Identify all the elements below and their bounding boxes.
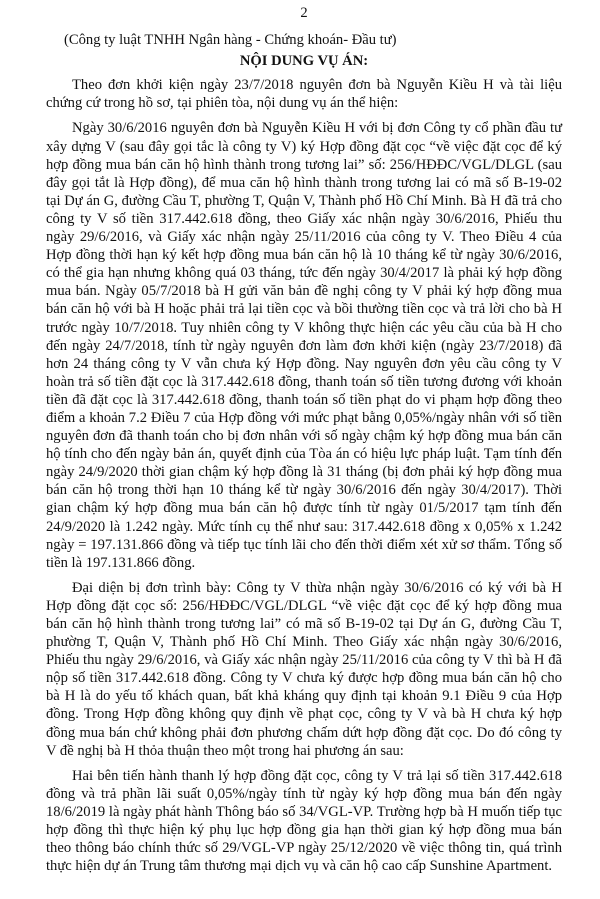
page-number: 2 xyxy=(300,5,308,21)
paragraph-defendant-statement: Đại diện bị đơn trình bày: Công ty V thừa nhận ngày 30/6/2016 có ký với bà H Hợp đồng đặt cọc số: 256/HĐĐC/VGL/DLGL “về việc đặt cọc để ký hợp đồng mua bán căn hộ hình thành trong tương lai” có mã số B-19-02 tại Dự án G, đường Cầu T, phường T, Quận V, Thành phố Hồ Chí Minh. Theo Giấy xác nhận ngày 30/6/2016, Phiếu thu ngày 29/6/2016, và Giấy xác nhận ngày 25/11/2016 của công ty V thì bà H đã nộp số tiền 317.442.618 đồng. Công ty V chưa ký được hợp đồng mua bán căn hộ cho bà H là do yếu tố khách quan, bất khả kháng quy định tại khoản 9.1 Điều 9 của Hợp đồng. Trong Hợp đồng không quy định về phạt cọc, công ty V và bà H chưa ký hợp đồng mua bán chứ không phải đơn phương chấm dứt hợp đồng đặt cọc. Do đó công ty V đề nghị bà H thỏa thuận theo một trong hai phương án sau: xyxy=(46,579,562,759)
paragraph-plaintiff-claim: Ngày 30/6/2016 nguyên đơn bà Nguyễn Kiều H với bị đơn Công ty cổ phần đầu tư xây dựng V (sau đây gọi tắc là công ty V) ký Hợp đồng đặt cọc “về việc đặt cọc để ký hợp đồng mua bán căn hộ hình thành trong tương lai” số: 256/HĐĐC/VGL/DLGL (sau đây gọi tắt là Hợp đồng), để mua căn hộ hình thành trong tương lai có mã số B-19-02 tại Dự án G, đường Cầu T, phường T, Quận V, Thành phố Hồ Chí Minh. Bà H đã trả cho công ty V số tiền 317.442.618 đồng, theo Giấy xác nhận ngày 30/6/2016, Phiếu thu ngày 29/6/2016, và Giấy xác nhận ngày 25/11/2016 của công ty V. Theo Điều 4 của Hợp đồng thời hạn ký kết hợp đồng mua bán căn hộ là 10 tháng kể từ ngày 30/6/2016, có thể gia hạn nhưng không quá 03 tháng, tức đến ngày 30/4/2017 là phải ký hợp đồng mua bán. Ngày 05/7/2018 bà H gửi văn bản đề nghị công ty V phải ký hợp đồng mua bán căn hộ với bà H hoặc phải trả lại tiền cọc và bồi thường tiền cọc và trả lời cho bà H trước ngày 10/7/2018. Tuy nhiên công ty V không thực hiện các yêu cầu của bà H cho đến ngày 24/7/2018, tính từ ngày nguyên đơn làm đơn khởi kiện (ngày 23/7/2018) đã hơn 24 tháng công ty V vẫn chưa ký Hợp đồng. Nay nguyên đơn yêu cầu công ty V hoàn trả số tiền đặt cọc là 317.442.618 đồng, thanh toán số tiền tương đương với khoản tiền đã đặt cọc là 317.442.618 đồng, thanh toán số tiền phạt do vi phạm hợp đồng theo điểm a khoản 7.2 Điều 7 của Hợp đồng với mức phạt bằng 0,05%/ngày nhân với số tiền nguyên đơn đã thanh toán cho bị đơn nhân với số ngày chậm ký hợp đồng mua bán căn hộ tính cho đến ngày bản án, quyết định của Tòa án có hiệu lực pháp luật. Tạm tính đến ngày 24/9/2020 thời gian chậm ký hợp đồng là 31 tháng (bị đơn phải ký hợp đồng mua bán căn hộ trong thời hạn 10 tháng kể từ ngày 30/6/2016 đến ngày 30/4/2017). Thời gian chậm ký hợp đồng mua bán căn hộ được tính từ ngày 01/5/2017 tạm tính đến 24/9/2020 là 1.242 ngày. Mức tính cụ thể như sau: 317.442.618 đồng x 0,05% x 1.242 ngày = 197.131.866 đồng và tiếp tục tính lãi cho đến thời điểm xét xử sơ thẩm. Tổng số tiền là 197.131.866 đồng. xyxy=(46,120,562,571)
law-firm-line: (Công ty luật TNHH Ngân hàng - Chứng khoán- Đầu tư) xyxy=(64,32,397,49)
paragraph-settlement-options: Hai bên tiến hành thanh lý hợp đồng đặt cọc, công ty V trả lại số tiền 317.442.618 đồng và trả phần lãi suất 0,05%/ngày tính từ ngày ký hợp đồng mua bán đến ngày 18/6/2019 là ngày phát hành Thông báo số 34/VGL-VP. Trường hợp bà H muốn tiếp tục hợp đồng thì thực hiện ký phụ lục hợp đồng gia hạn thời gian ký hợp đồng mua bán theo thông báo chính thức số 29/VGL-VP ngày 25/12/2020 về việc thông tin, quá trình thực hiện dự án Trung tâm thương mại dịch vụ và căn hộ cao cấp Sunshine Apartment. xyxy=(46,767,562,875)
section-heading: NỘI DUNG VỤ ÁN: xyxy=(239,53,369,70)
paragraph-intro: Theo đơn khởi kiện ngày 23/7/2018 nguyên đơn bà Nguyễn Kiều H và tài liệu chứng cứ trong hồ sơ, tại phiên tòa, nội dung vụ án thể hiện: xyxy=(46,77,562,112)
